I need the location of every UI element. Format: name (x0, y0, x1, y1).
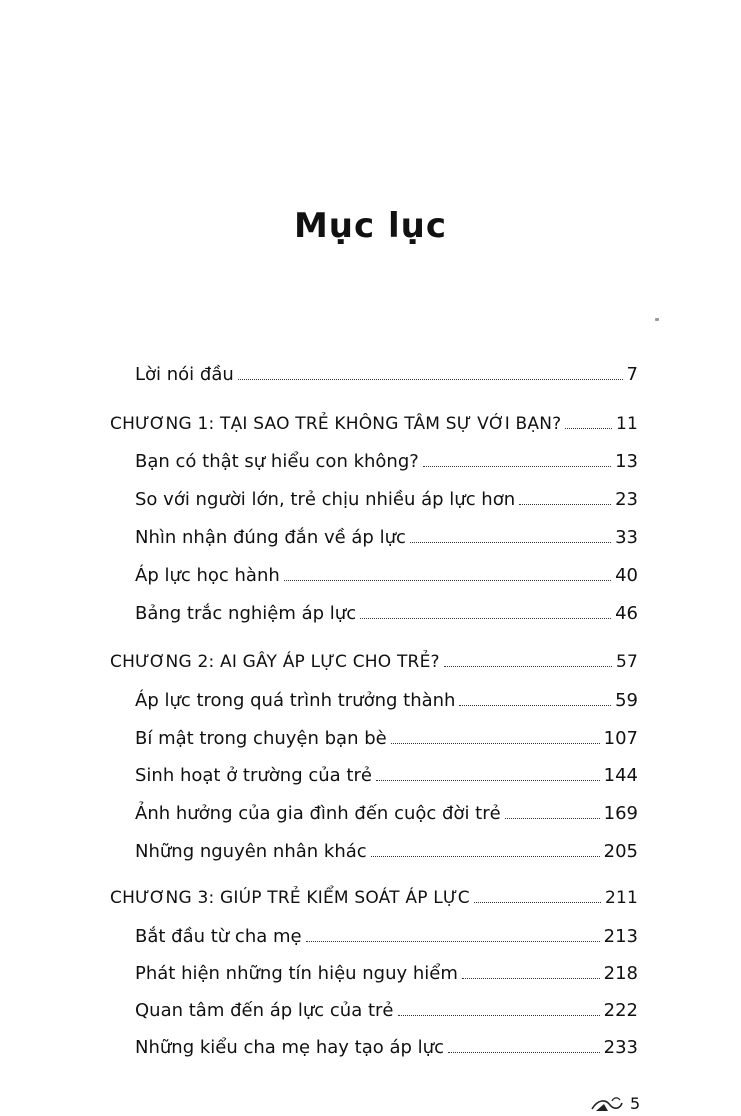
dot-leader (505, 817, 600, 819)
toc-label: So với người lớn, trẻ chịu nhiều áp lực hơn (135, 489, 516, 510)
toc-entry-row (135, 728, 638, 749)
toc-label: Bảng trắc nghiệm áp lực (135, 603, 357, 624)
toc-page-number: 169 (603, 803, 638, 824)
toc-label: Bí mật trong chuyện bạn bè (135, 728, 387, 749)
toc-page-number: 233 (603, 1037, 638, 1058)
toc-page-number: 213 (603, 926, 638, 947)
dot-leader (565, 427, 612, 429)
toc-page-number: 222 (603, 1000, 638, 1021)
dot-leader (398, 1014, 600, 1016)
toc-entry-row (135, 765, 638, 786)
toc-label: Bắt đầu từ cha mẹ (135, 926, 302, 947)
toc-page-number: 7 (626, 364, 638, 385)
toc-page-number: 107 (603, 728, 638, 749)
dot-leader (410, 541, 611, 543)
toc-page-number: 33 (615, 527, 638, 548)
toc-entry-row (135, 565, 638, 586)
toc-entry-row (135, 489, 638, 510)
toc-page-number: 211 (604, 888, 638, 908)
dot-leader (474, 901, 601, 903)
toc-entry-row (135, 926, 638, 947)
toc-page-number: 40 (615, 565, 638, 586)
dot-leader (519, 503, 611, 505)
toc-entry-row (135, 364, 638, 385)
dot-leader (360, 617, 611, 619)
toc-label: Áp lực học hành (135, 565, 280, 586)
toc-page-number: 46 (615, 603, 638, 624)
toc-page-number: 57 (615, 652, 638, 672)
dot-leader (238, 378, 623, 380)
page-number: 5 (630, 1094, 641, 1113)
toc-page-number: 59 (615, 690, 638, 711)
dot-leader (462, 977, 600, 979)
toc-entry-row (135, 963, 638, 984)
toc-label: Quan tâm đến áp lực của trẻ (135, 1000, 394, 1021)
toc-page-number: 11 (615, 414, 638, 434)
toc-entry-row (135, 1037, 638, 1058)
toc-page-number: 23 (615, 489, 638, 510)
toc-page-number: 218 (603, 963, 638, 984)
toc-label: Ảnh hưởng của gia đình đến cuộc đời trẻ (135, 803, 501, 824)
toc-label: Lời nói đầu (135, 364, 234, 385)
print-speck (655, 318, 659, 321)
page-footer (590, 1094, 640, 1113)
toc-label: Bạn có thật sự hiểu con không? (135, 451, 419, 472)
toc-page-number: 13 (615, 451, 638, 472)
toc-label: Áp lực trong quá trình trưởng thành (135, 690, 456, 711)
toc-label: CHƯƠNG 3: GIÚP TRẺ KIỂM SOÁT ÁP LỰC (110, 888, 470, 908)
dot-leader (371, 855, 600, 857)
toc-entry-row (135, 1000, 638, 1021)
toc-chapter-row (110, 652, 638, 672)
dot-leader (459, 704, 611, 706)
dot-leader (448, 1051, 600, 1053)
toc-chapter-row (110, 414, 638, 434)
toc-entry-row (135, 690, 638, 711)
toc-entry-row (135, 527, 638, 548)
toc-entry-row (135, 841, 638, 862)
toc-label: CHƯƠNG 2: AI GÂY ÁP LỰC CHO TRẺ? (110, 652, 440, 672)
dot-leader (444, 665, 612, 667)
dot-leader (391, 742, 600, 744)
dot-leader (284, 579, 611, 581)
toc-entry-row (135, 451, 638, 472)
dot-leader (376, 779, 600, 781)
toc-label: Phát hiện những tín hiệu nguy hiểm (135, 963, 458, 984)
toc-label: Nhìn nhận đúng đắn về áp lực (135, 527, 406, 548)
ornament-icon (590, 1095, 624, 1113)
toc-entry-row (135, 603, 638, 624)
toc-label: Những nguyên nhân khác (135, 841, 367, 862)
toc-page-number: 205 (603, 841, 638, 862)
toc-entry-row (135, 803, 638, 824)
toc-page-number: 144 (603, 765, 638, 786)
dot-leader (423, 465, 611, 467)
toc-label: Sinh hoạt ở trường của trẻ (135, 765, 372, 786)
toc-label: Những kiểu cha mẹ hay tạo áp lực (135, 1037, 444, 1058)
toc-chapter-row (110, 888, 638, 908)
dot-leader (306, 940, 600, 942)
page-title: Mục lục (293, 206, 448, 246)
toc-label: CHƯƠNG 1: TẠI SAO TRẺ KHÔNG TÂM SỰ VỚI BẠN? (110, 414, 562, 434)
